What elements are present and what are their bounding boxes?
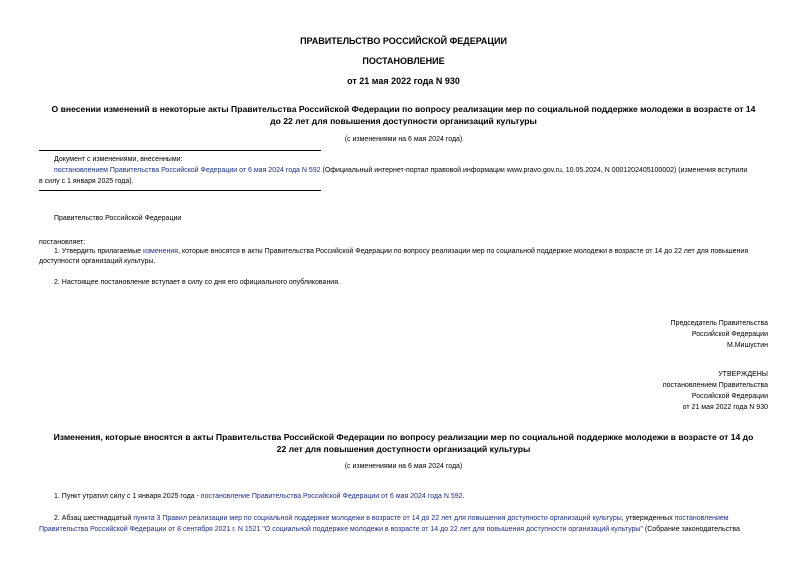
paragraph-1-rest: , которые вносятся в акты Правительства Российской Федерации по вопросу реализации мер по социальной поддержке молодежи в возрасте от 14 до 22 лет для повышения xyxy=(178,248,749,255)
item-2-link-decree-cont[interactable]: Правительства Российской Федерации от 8 сентября 2021 г. N 1521 "О социальной поддержке молодежи в возрасте от 14 до 22 лет для повышения доступности организаций культуры" xyxy=(39,526,643,533)
date-number-heading: от 21 мая 2022 года N 930 xyxy=(347,76,460,86)
document-title-line1: О внесении изменений в некоторые акты Правительства Российской Федерации по вопросу реализации мер по социальной поддержке молодежи в возрасте от 14 xyxy=(51,104,756,114)
changes-title-line2: 22 лет для повышения доступности организаций культуры xyxy=(276,444,531,454)
amendments-top-rule xyxy=(39,150,321,151)
changes-title-line1: Изменения, которые вносятся в акты Правительства Российской Федерации по вопросу реализации мер по социальной поддержке молодежи в возрасте от 14 до xyxy=(53,432,754,442)
amendment-source-text: (Официальный интернет-портал правовой информации www.pravo.gov.ru, 10.05.2024, N 0001202405100002) (изменения вступили xyxy=(320,167,748,174)
amendments-line1 xyxy=(54,165,747,176)
decrees-text: постановляет: xyxy=(39,239,86,246)
doc-type-heading: ПОСТАНОВЛЕНИЕ xyxy=(362,56,445,66)
approved-line1: УТВЕРЖДЕНЫ xyxy=(718,371,768,378)
item-2-link-decree[interactable]: постановлением xyxy=(674,515,729,522)
paragraph-1-start: 1. Утвердить прилагаемые xyxy=(54,248,143,255)
amendments-bottom-rule xyxy=(39,190,321,191)
signature-line2: Российской Федерации xyxy=(691,331,768,338)
changes-item-2-line2 xyxy=(39,524,740,535)
approved-line3: Российской Федерации xyxy=(691,393,768,400)
item-2-line2-rest: (Собрание законодательства xyxy=(642,526,740,533)
changes-item-1 xyxy=(54,491,465,502)
item-1-text: 1. Пункт утратил силу с 1 января 2025 года - xyxy=(54,493,201,500)
item-1-end: . xyxy=(462,493,465,500)
signature-line3: М.Мишустин xyxy=(726,342,768,349)
item-2-text: 2. Абзац шестнадцатый xyxy=(54,515,134,522)
item-1-link[interactable]: постановление Правительства Российской Федерации от 6 мая 2024 года N 592 xyxy=(200,493,463,500)
amendments-line2: в силу с 1 января 2025 года). xyxy=(39,178,134,185)
paragraph-1-line2: доступности организаций культуры. xyxy=(39,258,156,265)
amendment-link[interactable]: постановлением Правительства Российской Федерации от 6 мая 2024 года N 592 xyxy=(54,167,321,174)
changes-item-2-line1 xyxy=(54,513,729,524)
issuer-text: Правительство Российской Федерации xyxy=(54,215,182,222)
item-2-middle: , утвержденных xyxy=(621,515,675,522)
approved-line2: постановлением Правительства xyxy=(662,382,768,389)
approved-line4: от 21 мая 2022 года N 930 xyxy=(682,404,768,411)
government-heading: ПРАВИТЕЛЬСТВО РОССИЙСКОЙ ФЕДЕРАЦИИ xyxy=(300,36,507,46)
signature-line1: Председатель Правительства xyxy=(670,320,768,327)
document-title-line2: до 22 лет для повышения доступности организаций культуры xyxy=(270,116,537,126)
amendments-intro: Документ с изменениями, внесенными: xyxy=(54,156,183,163)
paragraph-2: 2. Настоящее постановление вступает в силу со дня его официального опубликования. xyxy=(54,279,340,286)
revision-note: (с изменениями на 6 мая 2024 года) xyxy=(344,136,463,143)
item-2-link-rules[interactable]: пункта 3 Правил реализации мер по социальной поддержке молодежи в возрасте от 14 до 22 лет для повышения доступности организаций культуры xyxy=(133,515,622,522)
paragraph-1-line1 xyxy=(54,246,748,257)
changes-link[interactable]: изменения xyxy=(142,248,179,255)
changes-revision-note: (с изменениями на 6 мая 2024 года) xyxy=(344,463,463,470)
